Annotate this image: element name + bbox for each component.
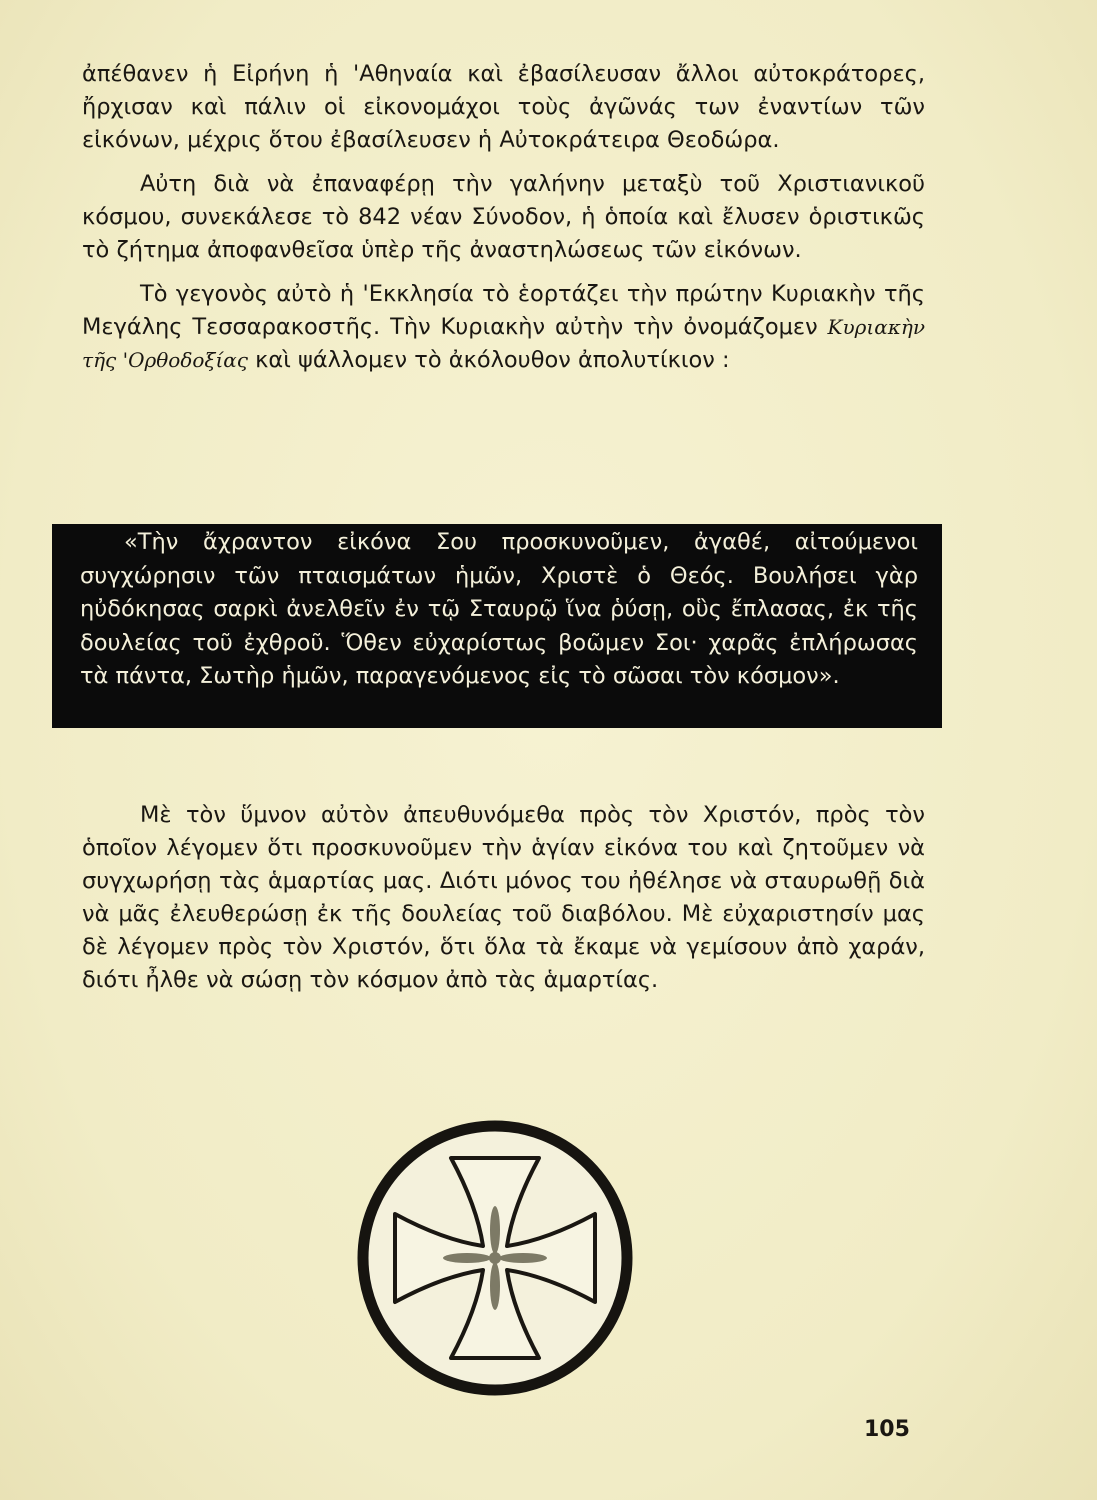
hymn-box — [52, 524, 942, 728]
paragraph-theodora-synod: Αὐτη διὰ νὰ ἐπαναφέρῃ τὴν γαλήνην μεταξὺ τοῦ Χριστιανικοῦ κόσμου, συνεκάλεσε τὸ 842 νέαν Σύνοδον, ἡ ὁποία καὶ ἔλυσεν ὁριστικῶς τὸ ζήτημα ἀποφανθεῖσα ὑπὲρ τῆς ἀναστηλώσεως τῶν εἰκόνων. — [82, 171, 925, 263]
paragraph-hymn-explanation: Μὲ τὸν ὕμνον αὐτὸν ἀπευθυνόμεθα πρὸς τὸν Χριστόν, πρὸς τὸν ὁποῖον λέγομεν ὅτι προσκυνοῦμεν τὴν ἁγίαν εἰκόνα του καὶ ζητοῦμεν νὰ συγχωρήσῃ τὰς ἁμαρτίας μας. Διότι μόνος του ἠθέλησε νὰ σταυρωθῇ διὰ νὰ μᾶς ἐλευθερώσῃ ἐκ τῆς δουλείας τοῦ διαβόλου. Μὲ εὐχαριστησίν μας δὲ λέγομεν πρὸς τὸν Χριστόν, ὅτι ὅλα τὰ ἔκαμε νὰ γεμίσουν ἀπὸ χαράν, διότι ἦλθε νὰ σώσῃ τὸν κόσμον ἀπὸ τὰς ἁμαρτίας. — [82, 802, 925, 993]
bottom-text — [82, 799, 925, 1008]
orthodoxy-text-after: καὶ ψάλλομεν τὸ ἀκόλουθον ἀπολυτίκιον : — [248, 347, 730, 373]
cross-emblem-icon — [355, 1118, 635, 1398]
paragraph-orthodoxy-sunday — [82, 278, 925, 377]
page-number: 105 — [864, 1417, 910, 1442]
top-text — [82, 58, 925, 388]
cross-emblem — [355, 1118, 635, 1398]
orthodoxy-text-before: Τὸ γεγονὸς αὐτὸ ἡ 'Εκκλησία τὸ ἑορτάζει τὴν πρώτην Κυριακὴν τῆς Μεγάλης Τεσσαρακοστῆς. Τὴν Κυριακὴν αὐτὴν τὴν ὀνομάζομεν — [82, 281, 925, 340]
paragraph-eirene: ἀπέθανεν ἡ Εἰρήνη ἡ 'Αθηναία καὶ ἐβασίλευσαν ἄλλοι αὐτοκράτορες, ἤρχισαν καὶ πάλιν οἱ εἰκονομάχοι τοὺς ἀγῶνάς των ἐναντίων τῶν εἰκόνων, μέχρις ὅτου ἐβασίλευσεν ἡ Αὐτοκράτειρα Θεοδώρα. — [82, 61, 925, 153]
orthodoxy-title: Κυριακὴν τῆς 'Ορθοδοξίας — [82, 315, 925, 372]
apolytikion-hymn: «Τὴν ἄχραντον εἰκόνα Σου προσκυνοῦμεν, ἀγαθέ, αἰτούμενοι συγχώρησιν τῶν πταισμάτων ἡμῶν, Χριστὲ ὁ Θεός. Βουλήσει γὰρ ηὐδόκησας σαρκὶ ἀνελθεῖν ἐν τῷ Σταυρῷ ἵνα ῥύσῃ, οὓς ἔπλασας, ἐκ τῆς δουλείας τοῦ ἐχθροῦ. Ὅθεν εὐχαρίστως βοῶμεν Σοι· χαρᾶς ἐπλήρωσας τὰ πάντα, Σωτὴρ ἡμῶν, παραγενόμενος εἰς τὸ σῶσαι τὸν κόσμον». — [80, 529, 918, 689]
